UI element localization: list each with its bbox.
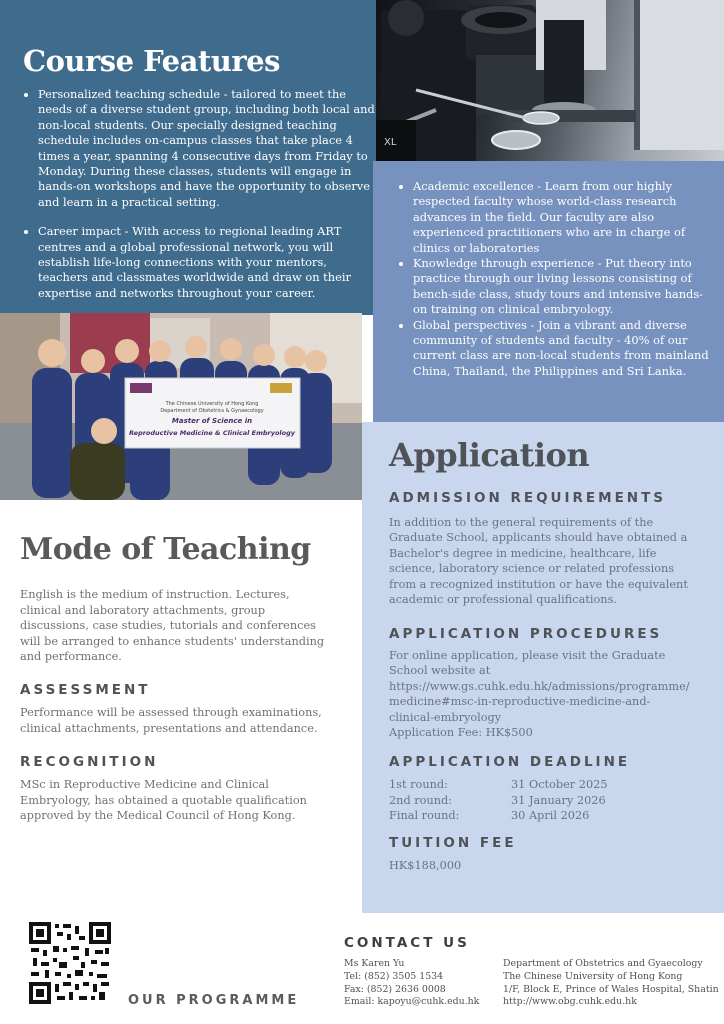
feature-bullet-global: • Global perspectives - Join a vibrant and diverse community of students and faculty - 40% of our current class are non-local students from mainland China, Thailand, the Philippines and Sri Lanka. (413, 318, 713, 380)
procedures-url-line-2[interactable]: medicine#msc-in-reproductive-medicine-and- (389, 695, 651, 709)
deadline-row (389, 808, 689, 823)
application-title: Application (389, 436, 590, 474)
mode-of-teaching-title: Mode of Teaching (20, 532, 311, 567)
procedures-body (389, 648, 709, 740)
feature-bullet-career: • Career impact - With access to regional leading ART centres and a global professional network, you will establish life-long connections with your mentors, teachers and classmates worldwide and draw on their expertise and networks throughout your career. (38, 224, 380, 301)
deadline-date: 31 January 2026 (511, 794, 606, 807)
admission-body: In addition to the general requirements of the Graduate School, applicants should have obtained a Bachelor's degree in medicine, healthcare, life science, laboratory science or related professions from a recognized institution or have the equivalent academic or professional qualifications. (389, 516, 688, 607)
deadline-row (389, 777, 689, 792)
deadline-round: 2nd round: (389, 794, 453, 807)
department-website[interactable]: http://www.obg.cuhk.edu.hk (503, 996, 637, 1008)
procedures-heading: APPLICATION PROCEDURES (389, 626, 663, 642)
group-photo (0, 313, 362, 500)
deadline-date: 30 April 2026 (511, 809, 590, 822)
tuition-body: HK$188,000 (389, 859, 462, 872)
contact-name: Ms Karen Yu (344, 958, 405, 969)
contact-person (344, 958, 494, 1009)
department-name: Department of Obstetrics and Gyaecology (503, 958, 703, 969)
contact-fax: Fax: (852) 2636 0008 (344, 983, 446, 995)
application-fee: Application Fee: HK$500 (389, 726, 533, 740)
feature-bullet-schedule: • Personalized teaching schedule - tailored to meet the needs of a diverse student group, including both local and non-local students. Our specially designed teaching schedule includes on-campus classes that take place 4 times a year, spanning 4 consecutive days from Friday to Monday. During these classes, students will engage in hands-on workshops and have the opportunity to observe and learn in a practical setting. (38, 87, 380, 210)
procedures-intro: For online application, please visit the Graduate School website at (389, 649, 666, 678)
recognition-body: MSc in Reproductive Medicine and Clinical Embryology, has obtained a quotable qualification approved by the Medical Council of Hong Kong. (20, 778, 307, 823)
recognition-heading: RECOGNITION (20, 754, 159, 770)
feature-bullet-knowledge: • Knowledge through experience - Put theory into practice through our living lessons consisting of bench-side class, study tours and intensive hands-on training on clinical embryology. (413, 256, 713, 318)
microscope-illustration (376, 0, 724, 161)
assessment-body: Performance will be assessed through examinations, clinical attachments, presentations and attendance. (20, 706, 322, 735)
banner-line-3: Master of Science in (171, 417, 253, 425)
contact-heading: CONTACT US (344, 935, 470, 951)
procedures-url-line-3[interactable]: clinical-embryology (389, 710, 502, 724)
contact-tel: Tel: (852) 3505 1534 (344, 970, 444, 982)
our-programme-label: OUR PROGRAMME (128, 993, 300, 1008)
features-right-list (398, 179, 713, 379)
university-name: The Chinese University of Hong Kong (503, 970, 683, 982)
admission-heading: ADMISSION REQUIREMENTS (389, 490, 667, 506)
group-photo-illustration (0, 313, 362, 500)
tuition-heading: TUITION FEE (389, 835, 517, 851)
feature-bullet-academic: • Academic excellence - Learn from our highly respected faculty whose world-class research advances in the field. Our faculty are also experienced practitioners who are in charge of clinics or laboratories (413, 179, 713, 256)
mode-of-teaching-body: English is the medium of instruction. Lectures, clinical and laboratory attachments, group discussions, case studies, tutorials and conferences will be arranged to enhance students' understanding and performance. (20, 588, 325, 664)
qr-code[interactable] (29, 922, 111, 1004)
deadline-round: Final round: (389, 809, 460, 822)
banner-line-2: Department of Obstetrics & Gynaecology (160, 408, 264, 414)
banner-line-4: Reproductive Medicine & Clinical Embryology (128, 429, 296, 437)
microscope-photo (376, 0, 724, 161)
deadline-heading: APPLICATION DEADLINE (389, 754, 631, 770)
svg-text:XL: XL (384, 137, 397, 148)
deadline-date: 31 October 2025 (511, 778, 608, 791)
deadline-row (389, 793, 689, 808)
banner-line-1: The Chinese University of Hong Kong (165, 401, 259, 407)
deadline-round: 1st round: (389, 778, 448, 791)
course-features-title: Course Features (23, 44, 280, 78)
contact-email[interactable]: Email: kapoyu@cuhk.edu.hk (344, 996, 480, 1008)
department-address: 1/F, Block E, Prince of Wales Hospital, Shatin (503, 983, 719, 995)
contact-department (503, 958, 721, 1009)
qr-code-icon (29, 922, 111, 1004)
assessment-heading: ASSESSMENT (20, 682, 151, 698)
procedures-url-line-1[interactable]: https://www.gs.cuhk.edu.hk/admissions/programme/ (389, 679, 690, 693)
course-features-list (23, 87, 380, 301)
